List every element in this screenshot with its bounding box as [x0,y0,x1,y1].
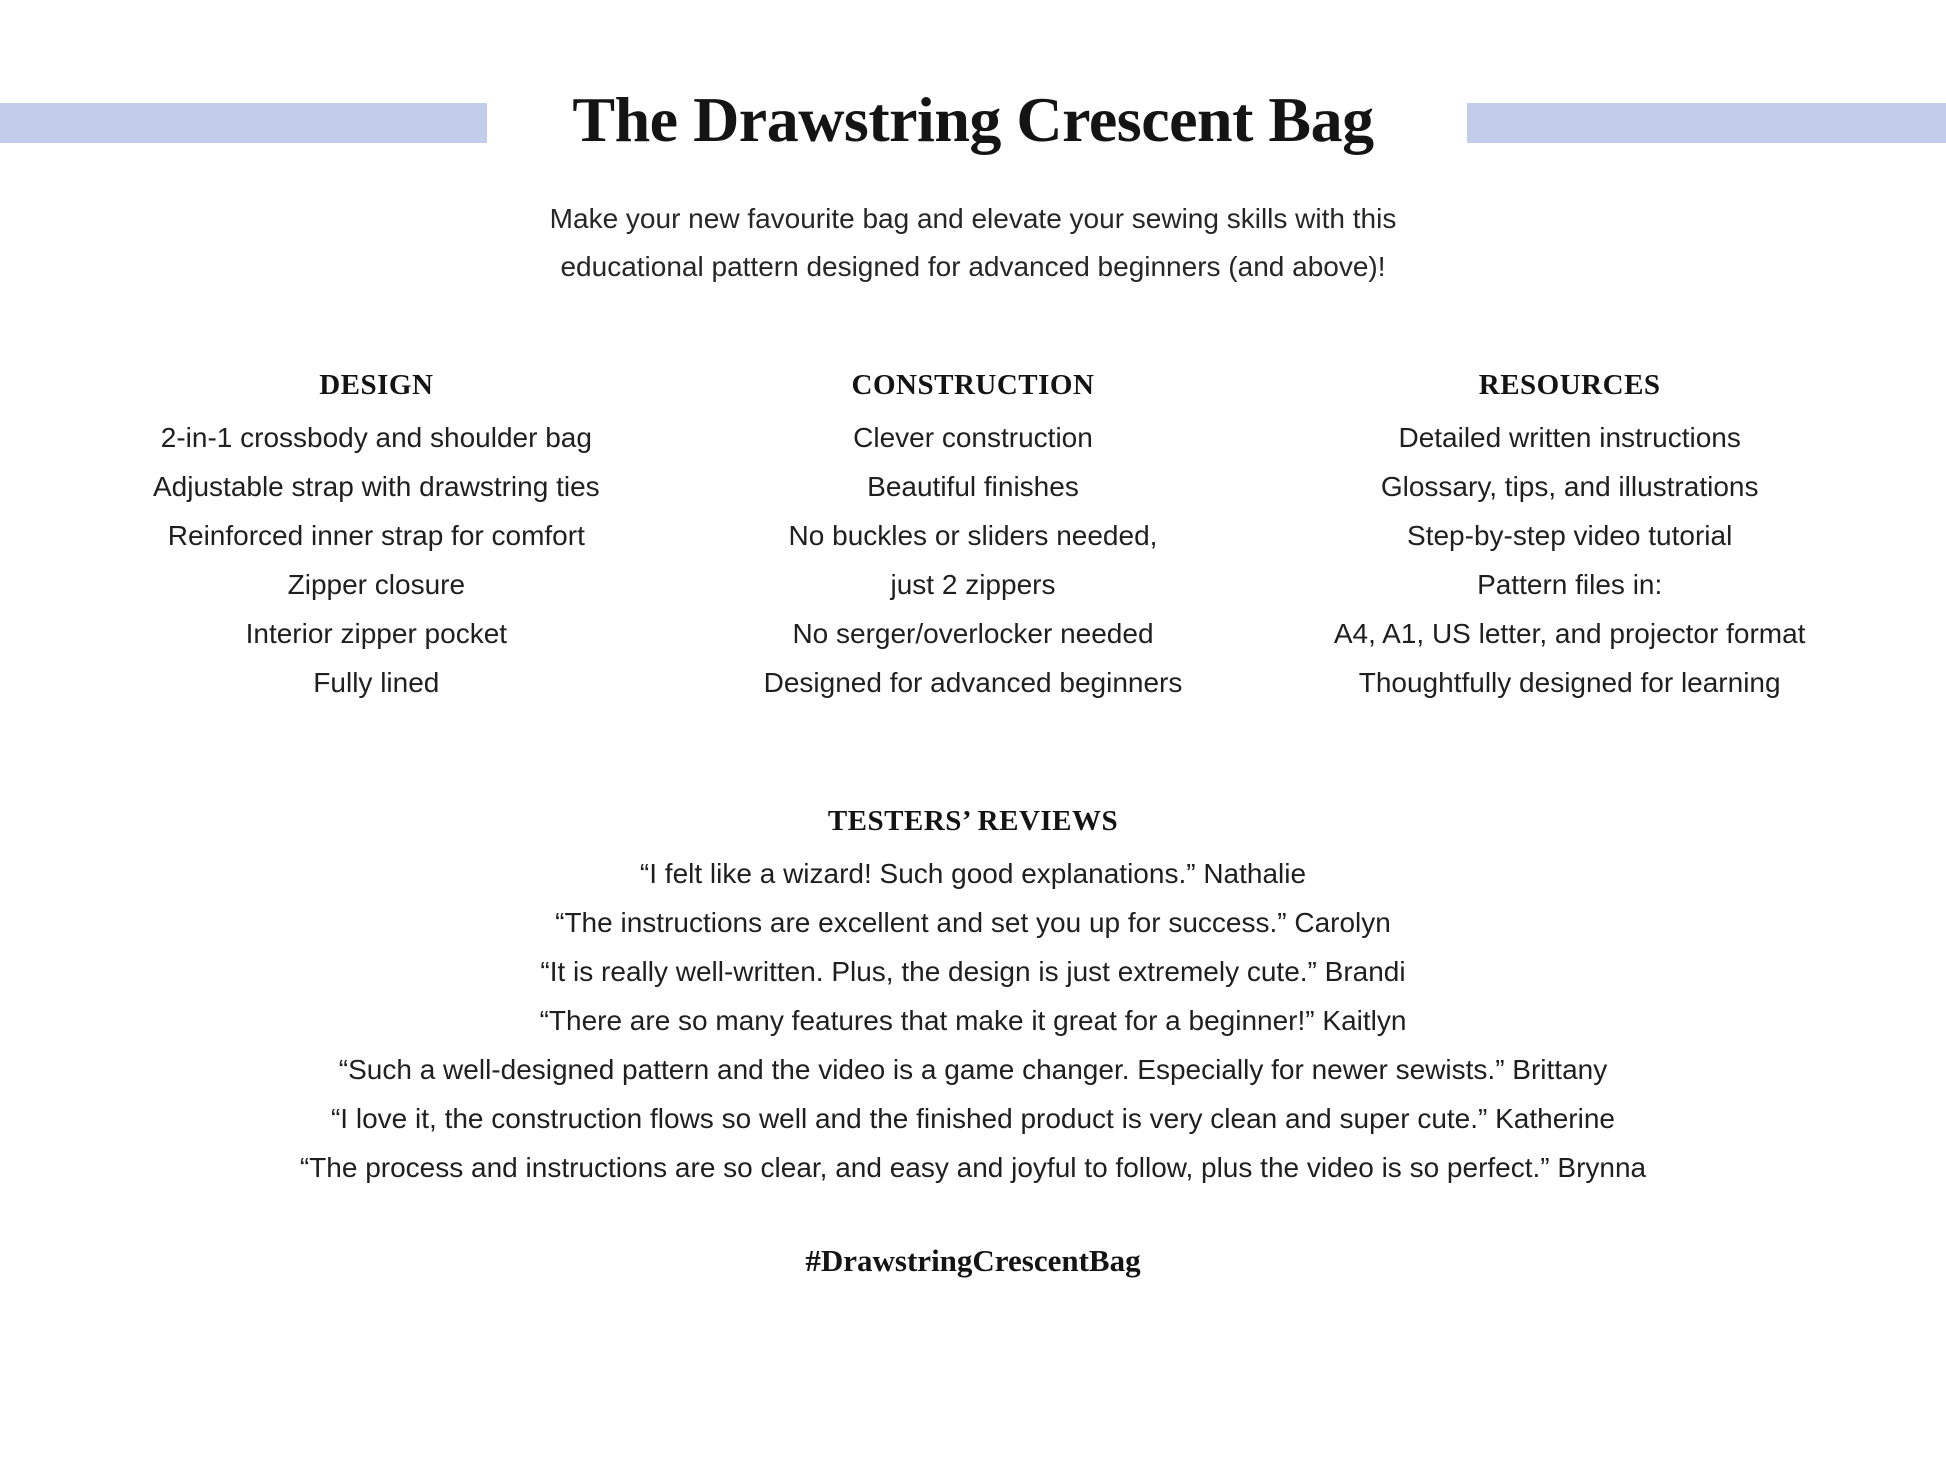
column-items-resources [1271,413,1868,707]
feature-item: No buckles or sliders needed, [788,520,1158,551]
review-item: “It is really well-written. Plus, the design is just extremely cute.” Brandi [540,956,1406,987]
feature-item: Adjustable strap with drawstring ties [153,471,600,502]
feature-item: Glossary, tips, and illustrations [1380,471,1759,502]
feature-item: Designed for advanced beginners [763,667,1183,698]
subtitle-line-2: educational pattern designed for advanced beginners (and above)! [560,251,1386,282]
reviews-heading: TESTERS’ REVIEWS [827,805,1119,837]
column-heading-construction: CONSTRUCTION [851,369,1095,401]
feature-item: Pattern files in: [1477,569,1663,600]
feature-item: just 2 zippers [890,569,1056,600]
feature-item: A4, A1, US letter, and projector format [1333,618,1806,649]
feature-item: Step-by-step video tutorial [1407,520,1733,551]
feature-item: No serger/overlocker needed [792,618,1154,649]
feature-item: Fully lined [313,667,440,698]
review-item: “The process and instructions are so clear, and easy and joyful to follow, plus the video is so perfect.” Brynna [299,1152,1647,1183]
review-item: “Such a well-designed pattern and the video is a game changer. Especially for newer sewists.” Brittany [338,1054,1608,1085]
feature-item: Detailed written instructions [1398,422,1741,453]
column-heading-design: DESIGN [319,369,434,401]
feature-columns [78,367,1868,707]
testers-reviews-section [0,803,1946,1192]
subtitle [0,195,1946,291]
column-resources [1271,367,1868,707]
column-heading-resources: RESOURCES [1478,369,1661,401]
feature-item: Zipper closure [287,569,466,600]
feature-item: Interior zipper pocket [245,618,508,649]
column-construction [675,367,1272,707]
review-item: “I felt like a wizard! Such good explanations.” Nathalie [639,858,1307,889]
title-band [0,83,1946,155]
column-items-design [78,413,675,707]
feature-item: Thoughtfully designed for learning [1358,667,1781,698]
hashtag: #DrawstringCrescentBag [805,1243,1141,1278]
review-item: “There are so many features that make it great for a beginner!” Kaitlyn [539,1005,1407,1036]
review-items [0,849,1946,1192]
page-title: The Drawstring Crescent Bag [572,83,1374,155]
feature-item: Clever construction [853,422,1093,453]
review-item: “The instructions are excellent and set you up for success.” Carolyn [555,907,1391,938]
feature-item: Reinforced inner strap for comfort [167,520,585,551]
subtitle-line-1: Make your new favourite bag and elevate your sewing skills with this [549,203,1397,234]
feature-item: Beautiful finishes [867,471,1079,502]
column-design [78,367,675,707]
column-items-construction [675,413,1272,707]
feature-item: 2-in-1 crossbody and shoulder bag [160,422,592,453]
review-item: “I love it, the construction flows so well and the finished product is very clean and super cute.” Katherine [330,1103,1615,1134]
